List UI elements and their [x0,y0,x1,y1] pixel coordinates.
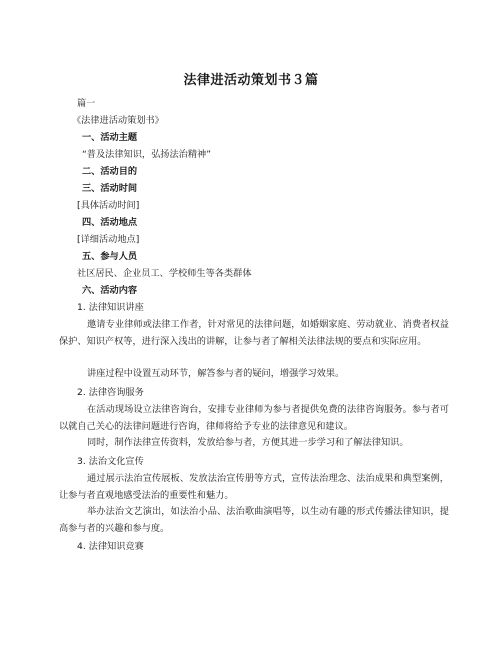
heading-purpose: 二、活动目的 [82,166,138,177]
item-1-paragraph-1: 邀请专业律师或法律工作者，针对常见的法律问题，如婚姻家庭、劳动就业、消费者权益保护、知识产权等，进行深入浅出的讲解，让参与者了解相关法律法规的要点和实际应用。 [59,319,449,347]
item-2-paragraph-1: 在活动现场设立法律咨询台，安排专业律师为参与者提供免费的法律咨询服务。参与者可以就自己关心的法律问题进行咨询，律师将给予专业的法律意见和建议。 [59,404,449,432]
theme-text: “普及法律知识，弘扬法治精神” [82,149,211,160]
people-text: 社区居民、企业员工、学校师生等各类群体 [77,268,252,279]
heading-theme: 一、活动主题 [82,132,138,143]
item-3-heading: 3. 法治文化宣传 [77,456,144,467]
place-text: [详细活动地点] [77,234,140,245]
heading-time: 三、活动时间 [82,183,138,194]
item-1-heading: 1. 法律知识讲座 [77,302,144,313]
item-2-heading: 2. 法律咨询服务 [77,387,144,398]
item-3-paragraph-1: 通过展示法治宣传展板、发放法治宣传册等方式，宣传法治理念、法治成果和典型案例，让参与者直观地感受法治的重要性和魅力。 [59,473,449,501]
heading-people: 五、参与人员 [82,251,138,262]
part-label: 篇一 [77,98,96,109]
book-title: 《法律进活动策划书》 [72,115,164,126]
item-4-heading: 4. 法律知识竞赛 [77,541,144,552]
document-title: 法律进活动策划书３篇 [183,73,319,88]
item-3-paragraph-2: 举办法治文艺演出，如法治小品、法治歌曲演唱等，以生动有趣的形式传播法律知识，提高参与者的兴趣和参与度。 [59,506,449,534]
heading-place: 四、活动地点 [82,217,138,228]
heading-content: 六、活动内容 [82,285,138,296]
item-1-paragraph-2: 讲座过程中设置互动环节，解答参与者的疑问，增强学习效果。 [87,368,345,379]
item-2-paragraph-2: 同时，制作法律宣传资料，发放给参与者，方便其进一步学习和了解法律知识。 [87,437,409,448]
time-text: [具体活动时间] [77,200,140,211]
